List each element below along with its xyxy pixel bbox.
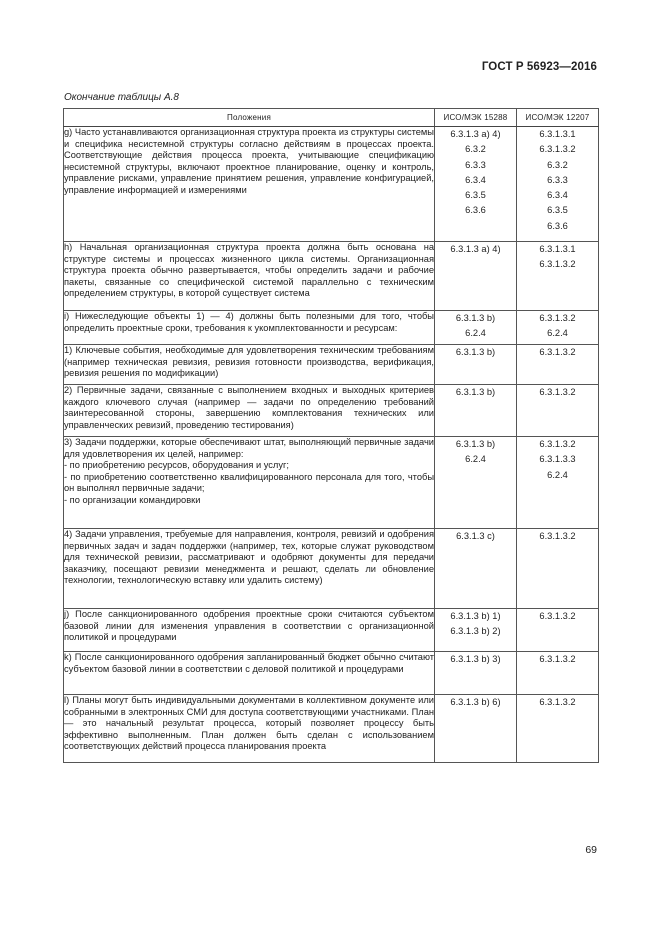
position-text: l) Планы могут быть индивидуальными документами в коллективном документе или собранными в электронных СМИ для доступа соответствующими участниками. План — это начальный результат процесса, который позволяет процессу быть эффективно выполненным. План должен быть сделан с использованием соответствующих действий процесса планирования проекта: [64, 695, 434, 752]
iso12207-ref: 6.3.6: [547, 220, 568, 231]
iso15288-ref: 6.3.1.3 b) 3): [450, 654, 501, 664]
position-cell: [64, 609, 435, 652]
iso15288-cell: [435, 242, 517, 311]
iso12207-ref: 6.3.1.3.3: [539, 454, 576, 465]
table-row: [64, 609, 599, 652]
iso12207-cell: [517, 529, 599, 609]
iso15288-cell: [435, 311, 517, 345]
iso12207-ref: 6.2.4: [547, 469, 568, 480]
table-row: [64, 127, 599, 242]
position-text: - по организации командировки: [64, 494, 201, 505]
iso15288-ref: 6.3.1.3 b): [455, 387, 496, 397]
iso12207-cell: [517, 437, 599, 529]
iso12207-cell: [517, 695, 599, 763]
position-cell: [64, 437, 435, 529]
iso12207-cell: [517, 652, 599, 695]
table-row: [64, 529, 599, 609]
iso12207-ref: 6.3.4: [547, 190, 568, 201]
position-text: h) Начальная организационная структура проекта должна быть основана на структуре системы и процессах жизненного цикла системы. Организационная структура проекта обычно развертывается, чтобы определить задачи и рабочие пакеты, связанные со специфической системой параллельно с техническим определением структуры, в которой существует система: [64, 242, 434, 299]
iso12207-ref: 6.3.2: [547, 159, 568, 170]
iso15288-ref: 6.3.1.3 b): [455, 439, 496, 449]
table-header-row: [64, 109, 599, 127]
position-text: 4) Задачи управления, требуемые для направления, контроля, ревизий и одобрения первичных задач и задач поддержки (например, тех, которые служат руководством для технической ревизии, рассматривают и одобряют документы для передачи заказчику, посещают ревизии менеджмента и решают, сделать ли обновление технологии, технологическую вставку или удалить систему): [64, 529, 434, 586]
iso12207-cell: [517, 385, 599, 437]
table-row: [64, 385, 599, 437]
iso12207-cell: [517, 609, 599, 652]
position-cell: [64, 242, 435, 311]
position-text: g) Часто устанавливаются организационная структура проекта из структуры системы и спецификa несистемной структуры согласно действиям в процессах проекта. Соответствующие действия процесса проекта, учитывающие спецификацию несистемной структуры, включают проектное планирование, оценку и контроль, управление рисками, управление принятием решения, управление конфигурацией, управление информацией и измерениями: [64, 127, 434, 195]
iso12207-cell: [517, 242, 599, 311]
iso15288-cell: [435, 695, 517, 763]
iso12207-ref: 6.3.3: [547, 174, 568, 185]
iso15288-ref: 6.3.6: [465, 205, 486, 216]
table-row: [64, 437, 599, 529]
iso15288-ref: 6.3.1.3 b) 6): [450, 697, 501, 707]
iso15288-cell: [435, 127, 517, 242]
position-cell: [64, 385, 435, 437]
iso12207-ref: 6.3.1.3.2: [539, 259, 576, 270]
table-caption: Окончание таблицы А.8: [64, 92, 179, 103]
position-cell: [64, 345, 435, 385]
position-text: j) После санкционированного одобрения проектные сроки считаются субъектом базовой линии для изменения управления в соответствии с организационной политикой и процедурами: [64, 609, 434, 643]
iso12207-ref: 6.3.1.3.1: [539, 244, 576, 254]
column-header-iso15288: ИСО/МЭК 15288: [435, 109, 517, 127]
table-row: [64, 311, 599, 345]
iso12207-ref: 6.3.1.3.2: [539, 313, 576, 323]
position-text: 1) Ключевые события, необходимые для удовлетворения техническим требованиям (например техническая ревизия, ревизия готовности производства, верификация, ревизия решения по модификации): [64, 345, 434, 379]
iso12207-cell: [517, 311, 599, 345]
position-cell: [64, 652, 435, 695]
iso15288-ref: 6.3.2: [465, 144, 486, 155]
iso15288-cell: [435, 345, 517, 385]
position-text: 3) Задачи поддержки, которые обеспечивают штат, выполняющий первичные задачи для удовлетворения их целей, например:: [64, 437, 434, 459]
iso12207-ref: 6.2.4: [547, 328, 568, 339]
iso12207-cell: [517, 127, 599, 242]
position-text: 2) Первичные задачи, связанные с выполнением входных и выходных критериев каждого ключевого случая (например — задачи по определению требований заинтересованной стороны, завершению комплектования технических или управленческих ревизий, проведению тестирования): [64, 385, 434, 430]
iso15288-cell: [435, 529, 517, 609]
iso12207-ref: 6.3.1.3.1: [539, 129, 576, 139]
table-row: [64, 695, 599, 763]
iso15288-ref: 6.3.1.3 b) 1): [450, 611, 501, 621]
position-cell: [64, 695, 435, 763]
iso15288-ref: 6.2.4: [465, 328, 486, 339]
iso15288-ref: 6.3.1.3 b) 2): [450, 626, 501, 637]
position-cell: [64, 127, 435, 242]
position-text: - по приобретению соответственно квалифицированного персонала для того, чтобы он выполнял первичные задачи;: [64, 471, 434, 494]
position-text: i) Нижеследующие объекты 1) — 4) должны быть полезными для того, чтобы определить проектные сроки, требования к укомплектованности и ресурсам:: [64, 311, 434, 333]
iso12207-ref: 6.3.1.3.2: [539, 144, 576, 155]
position-cell: [64, 311, 435, 345]
iso12207-ref: 6.3.5: [547, 205, 568, 216]
iso15288-ref: 6.3.1.3 b): [455, 347, 496, 357]
iso12207-ref: 6.3.1.3.2: [539, 387, 576, 397]
standard-code: ГОСТ Р 56923—2016: [481, 61, 597, 73]
column-header-iso12207: ИСО/МЭК 12207: [517, 109, 599, 127]
iso15288-ref: 6.2.4: [465, 454, 486, 465]
iso15288-ref: 6.3.1.3 a) 4): [450, 244, 501, 254]
table-row: [64, 242, 599, 311]
iso12207-ref: 6.3.1.3.2: [539, 697, 576, 707]
iso15288-ref: 6.3.1.3 a) 4): [450, 129, 501, 139]
iso15288-ref: 6.3.3: [465, 159, 486, 170]
position-text: k) После санкционированного одобрения запланированный бюджет обычно считают субъектом базовой линии в соответствии с деловой политикой и процедурами: [64, 652, 434, 674]
iso12207-cell: [517, 345, 599, 385]
iso15288-ref: 6.3.1.3 b): [455, 313, 496, 323]
iso15288-ref: 6.3.4: [465, 174, 486, 185]
position-cell: [64, 529, 435, 609]
iso15288-cell: [435, 385, 517, 437]
iso15288-ref: 6.3.1.3 c): [456, 531, 495, 541]
iso15288-cell: [435, 609, 517, 652]
page-number: 69: [585, 844, 597, 856]
column-header-positions: Положения: [64, 109, 435, 127]
iso12207-ref: 6.3.1.3.2: [539, 347, 576, 357]
iso12207-ref: 6.3.1.3.2: [539, 654, 576, 664]
iso12207-ref: 6.3.1.3.2: [539, 611, 576, 621]
iso15288-ref: 6.3.5: [465, 190, 486, 201]
requirements-table: [63, 108, 599, 763]
table-row: [64, 345, 599, 385]
position-text: - по приобретению ресурсов, оборудования и услуг;: [64, 460, 289, 471]
iso15288-cell: [435, 652, 517, 695]
table-row: [64, 652, 599, 695]
iso12207-ref: 6.3.1.3.2: [539, 439, 576, 449]
iso12207-ref: 6.3.1.3.2: [539, 531, 576, 541]
iso15288-cell: [435, 437, 517, 529]
